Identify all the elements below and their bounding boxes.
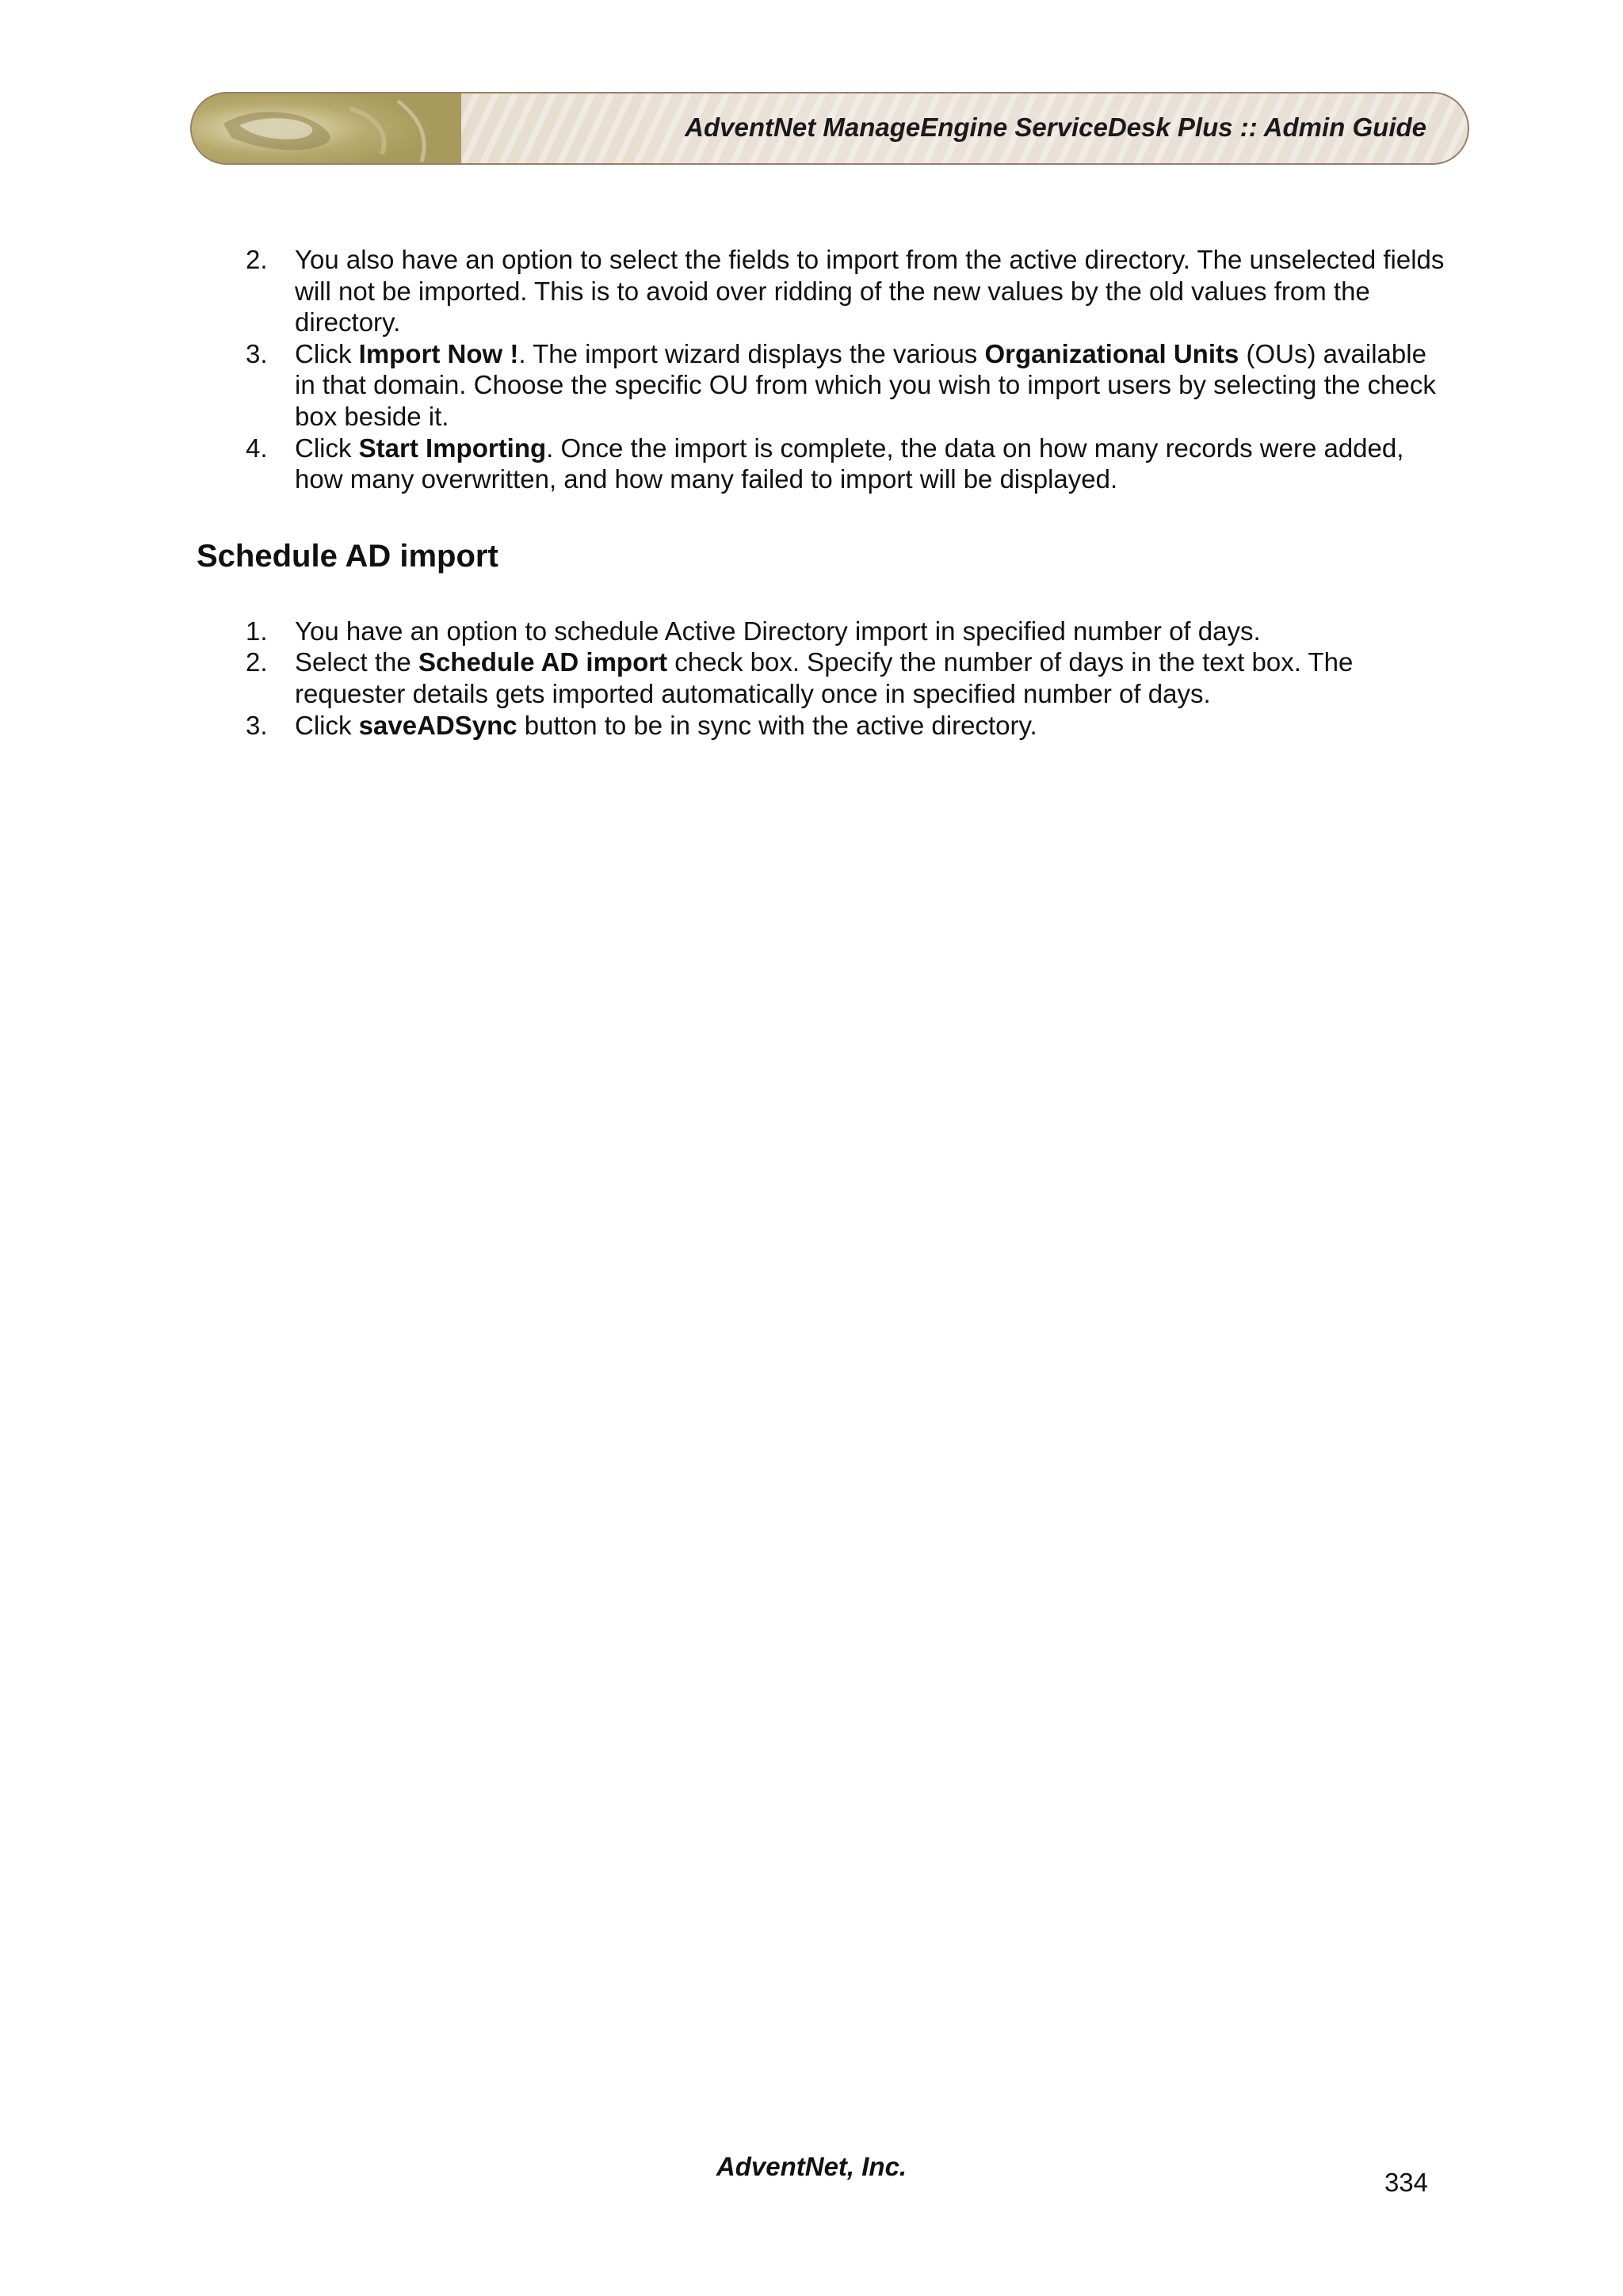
list-item-number: 4. (246, 433, 268, 463)
list-item-text: You have an option to schedule Active Directory import in specified number of days. (295, 616, 1261, 646)
footer-company: AdventNet, Inc. (716, 2152, 907, 2181)
list-item-number: 2. (246, 245, 268, 274)
list-item-number: 1. (246, 616, 268, 646)
header-decoration-image (192, 93, 461, 163)
list-item (197, 646, 1449, 709)
list-item (197, 616, 1449, 647)
list-item-text: Click (295, 710, 359, 740)
list-item-text: Select the (295, 647, 418, 677)
list-item (197, 338, 1449, 433)
list-item-text: (OUs) available in that domain. Choose the specific OU from which you wish to import users by selecting the check box beside it. (295, 338, 1436, 431)
bold-term: Schedule AD import (418, 647, 668, 677)
header-title: AdventNet ManageEngine ServiceDesk Plus :: Admin Guide (685, 113, 1426, 142)
list-item-text: Click (295, 433, 359, 463)
list-item-text: check box. Specify the number of days in the text box. The requester details gets imported automatically once in specified number of days. (295, 647, 1354, 708)
list-item-number: 3. (246, 710, 268, 740)
list-item (197, 710, 1449, 742)
bold-term: Start Importing (358, 433, 547, 463)
list-item-text: Click (295, 338, 359, 368)
main-content (197, 244, 1449, 741)
list-item-text: . The import wizard displays the various (518, 338, 985, 368)
bold-term: Import Now ! (358, 338, 519, 368)
page-number: 334 (1384, 2168, 1428, 2197)
section-heading: Schedule AD import (197, 538, 498, 574)
list-item-number: 3. (246, 338, 268, 368)
section-steps-list (197, 616, 1449, 741)
list-item (197, 244, 1449, 338)
list-item (197, 433, 1449, 495)
list-item-text: button to be in sync with the active directory. (517, 710, 1037, 740)
list-item-text: You also have an option to select the fields to import from the active directory. The unselected fields will not be imported. This is to avoid over ridding of the new values by the old values from the directory. (295, 245, 1445, 338)
bold-term: saveADSync (358, 710, 517, 740)
intro-steps-list (197, 244, 1449, 495)
list-item-number: 2. (246, 647, 268, 677)
header-banner (190, 92, 1469, 165)
bold-term: Organizational Units (984, 338, 1239, 368)
list-item-text: . Once the import is complete, the data on how many records were added, how many overwritten, and how many failed to import will be displayed. (295, 433, 1404, 494)
